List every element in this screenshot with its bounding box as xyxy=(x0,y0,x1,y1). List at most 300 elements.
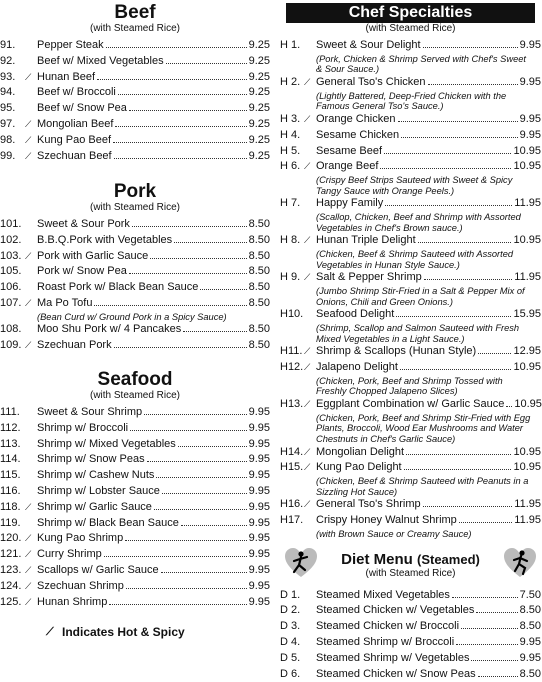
item-name: Shrimp w/ Cashew Nuts xyxy=(37,469,155,482)
dot-leader xyxy=(156,477,246,478)
hot-pepper-icon: ⟋ xyxy=(25,297,32,308)
item-price: 10.95 xyxy=(513,234,541,247)
menu-item xyxy=(280,497,541,513)
dot-leader xyxy=(461,628,518,629)
item-price: 9.25 xyxy=(248,102,270,115)
dot-leader xyxy=(144,414,246,415)
dot-leader xyxy=(478,353,511,354)
item-name: Moo Shu Pork w/ 4 Pancakes xyxy=(37,323,182,336)
dot-leader xyxy=(459,522,512,523)
menu-item xyxy=(0,338,270,354)
menu-item xyxy=(280,75,541,91)
seafood-list xyxy=(0,405,270,610)
diet-menu-header xyxy=(280,546,541,588)
item-number: 114. xyxy=(0,453,21,466)
dot-leader xyxy=(406,454,511,455)
item-name: B.B.Q.Pork with Vegetables xyxy=(37,233,173,246)
menu-item xyxy=(280,159,541,175)
item-price: 8.50 xyxy=(248,249,270,262)
item-price: 9.95 xyxy=(248,532,270,545)
item-number: H 7. xyxy=(280,197,301,210)
item-name: Steamed Shrimp w/ Vegetables xyxy=(316,651,470,664)
item-price: 9.95 xyxy=(248,421,270,434)
item-number: 106. xyxy=(0,281,22,294)
seafood-subtitle: (with Steamed Rice) xyxy=(89,390,181,401)
dot-leader xyxy=(113,142,247,143)
item-price: 9.95 xyxy=(248,548,270,561)
dot-leader xyxy=(404,469,512,470)
item-number: D 6. xyxy=(280,667,301,680)
item-price: 8.50 xyxy=(519,620,541,633)
item-number: 116. xyxy=(0,484,21,497)
item-number: 101. xyxy=(0,218,22,230)
heart-runner-icon xyxy=(284,548,318,578)
item-number: 95. xyxy=(0,102,16,115)
hot-pepper-icon: ⟋ xyxy=(304,76,311,87)
beef-subtitle: (with Steamed Rice) xyxy=(89,23,181,34)
item-number: 97. xyxy=(0,117,16,130)
seafood-section xyxy=(0,370,270,610)
item-name: Kung Pao Delight xyxy=(316,461,402,474)
dot-leader xyxy=(183,331,246,332)
item-number: D 5. xyxy=(280,651,301,664)
item-name: Steamed Mixed Vegetables xyxy=(316,588,450,601)
item-name: Pork with Garlic Sauce xyxy=(37,249,149,262)
menu-item xyxy=(280,112,541,128)
hot-pepper-icon: ⟋ xyxy=(304,462,311,473)
dot-leader xyxy=(132,226,247,227)
hot-pepper-icon: ⟋ xyxy=(304,399,311,410)
right-column xyxy=(280,0,541,682)
item-number: H 4. xyxy=(280,128,301,141)
item-price: 10.95 xyxy=(513,160,541,173)
item-name: Beef w/ Snow Pea xyxy=(37,102,127,115)
item-price: 8.50 xyxy=(519,604,541,617)
item-number: 107. xyxy=(0,296,22,309)
item-number: D 2. xyxy=(280,604,301,617)
item-price: 9.95 xyxy=(248,469,270,482)
dot-leader xyxy=(147,461,247,462)
menu-item xyxy=(280,196,541,212)
hot-pepper-icon: ⟋ xyxy=(25,340,32,351)
hot-pepper-icon: ⟋ xyxy=(304,346,311,357)
item-name: Sesame Beef xyxy=(316,144,383,157)
item-number: 92. xyxy=(0,54,16,67)
menu-item xyxy=(280,307,541,323)
item-name: Mongolian Beef xyxy=(37,117,114,130)
menu-item xyxy=(280,128,541,144)
dot-leader xyxy=(452,597,518,598)
dot-leader xyxy=(384,153,511,154)
menu-item xyxy=(280,460,541,476)
beef-section xyxy=(0,0,270,164)
item-price: 9.25 xyxy=(248,54,270,67)
item-price: 9.95 xyxy=(248,579,270,592)
item-description: (Scallop, Chicken, Beef and Shrimp with Assorted Vegetables in Chef's Brown sauce.) xyxy=(316,212,521,233)
item-name: Kung Pao Beef xyxy=(37,133,112,146)
item-number: 93. xyxy=(0,70,16,83)
menu-item xyxy=(280,344,541,360)
item-price: 8.50 xyxy=(248,323,270,336)
pork-section xyxy=(0,182,270,354)
menu-item xyxy=(0,70,270,86)
item-price: 8.50 xyxy=(519,667,541,680)
diet-subtitle: (with Steamed Rice) xyxy=(365,567,456,579)
hot-pepper-icon: ⟋ xyxy=(304,499,311,510)
item-name: Steamed Shrimp w/ Broccoli xyxy=(316,636,455,648)
menu-item xyxy=(0,563,270,579)
item-name: Kung Pao Shrimp xyxy=(37,532,124,545)
dot-leader xyxy=(126,588,247,589)
dot-leader xyxy=(174,242,246,243)
item-number: H 1. xyxy=(280,39,301,51)
menu-item xyxy=(0,547,270,563)
dot-leader xyxy=(109,604,246,605)
item-number: 111. xyxy=(0,406,20,418)
menu-item xyxy=(0,233,270,249)
dot-leader xyxy=(178,446,247,447)
item-number: 119. xyxy=(0,516,21,529)
menu-item xyxy=(0,133,270,149)
dot-leader xyxy=(114,158,247,159)
item-price: 8.50 xyxy=(248,281,270,294)
item-number: 123. xyxy=(0,563,22,576)
item-description: (Pork, Chicken & Shrimp Served with Chef's Sweet & Sour Sauce.) xyxy=(316,53,527,75)
dot-leader xyxy=(200,289,246,290)
item-name: Sweet & Sour Pork xyxy=(37,218,130,230)
item-number: 121. xyxy=(0,548,22,561)
dot-leader xyxy=(166,63,247,64)
menu-item xyxy=(280,38,541,54)
item-name: Curry Shrimp xyxy=(37,548,102,561)
dot-leader xyxy=(478,676,518,677)
item-name: Steamed Chicken w/ Vegetables xyxy=(316,604,475,617)
item-price: 9.25 xyxy=(248,133,270,146)
menu-item xyxy=(0,405,270,421)
item-number: H 9. xyxy=(280,271,301,284)
item-name: Steamed Chicken w/ Snow Peas xyxy=(316,667,476,680)
diet-menu-title xyxy=(280,546,541,568)
item-name: Orange Beef xyxy=(316,160,379,173)
hot-pepper-icon: ⟋ xyxy=(25,150,32,161)
item-name: Shrimp w/ Lobster Sauce xyxy=(37,484,160,497)
menu-item xyxy=(0,322,270,338)
item-price: 9.95 xyxy=(519,75,541,88)
hot-pepper-icon: ⟋ xyxy=(25,501,32,512)
item-name: Roast Pork w/ Black Bean Sauce xyxy=(37,281,199,294)
menu-item xyxy=(280,233,541,249)
hot-pepper-icon: ⟋ xyxy=(304,113,311,124)
dot-leader xyxy=(385,205,512,206)
menu-item xyxy=(280,635,541,651)
item-number: 113. xyxy=(0,437,21,450)
item-name: Shrimp w/ Garlic Sauce xyxy=(37,500,152,513)
item-name: Beef w/ Broccoli xyxy=(37,86,116,99)
item-name: Eggplant Combination w/ Garlic Sauce xyxy=(316,398,505,411)
menu-item xyxy=(0,280,270,296)
item-price: 9.95 xyxy=(519,128,541,141)
item-description: (Bean Curd w/ Ground Pork in a Spicy Sauce) xyxy=(37,311,227,322)
dot-leader xyxy=(424,279,513,280)
dot-leader xyxy=(400,369,512,370)
menu-item xyxy=(0,595,270,611)
pork-list xyxy=(0,217,270,354)
item-name: Crispy Honey Walnut Shrimp xyxy=(316,514,457,527)
item-number: H13. xyxy=(280,398,304,411)
item-name: Ma Po Tofu xyxy=(37,296,93,309)
item-name: Hunan Triple Delight xyxy=(316,234,416,247)
menu-item xyxy=(0,264,270,280)
menu-item xyxy=(0,484,270,500)
item-price: 11.95 xyxy=(514,271,541,284)
item-number: 91. xyxy=(0,39,16,51)
item-price: 11.95 xyxy=(514,197,541,210)
item-price: 9.95 xyxy=(248,406,270,418)
menu-item xyxy=(0,85,270,101)
item-price: 9.95 xyxy=(248,563,270,576)
item-price: 9.95 xyxy=(248,595,270,608)
item-number: H 5. xyxy=(280,144,301,157)
item-name: Szechuan Shrimp xyxy=(37,579,124,592)
item-price: 9.95 xyxy=(248,500,270,513)
chef-subtitle: (with Steamed Rice) xyxy=(365,23,456,34)
item-price: 10.95 xyxy=(513,445,541,458)
item-number: 94. xyxy=(0,86,16,99)
item-name: Pepper Steak xyxy=(37,39,104,51)
item-name: Mongolian Delight xyxy=(316,445,405,458)
hot-pepper-icon: ⟋ xyxy=(25,564,32,575)
item-number: H11. xyxy=(280,345,303,358)
dot-leader xyxy=(471,660,517,661)
item-price: 8.50 xyxy=(248,339,270,352)
item-description: (Chicken, Beef & Shrimp Sauteed with Assorted Vegetables in Hunan Style Sauce.) xyxy=(316,249,514,270)
hot-pepper-icon: ⟋ xyxy=(25,134,32,145)
item-number: 102. xyxy=(0,233,22,246)
item-number: H17. xyxy=(280,514,304,527)
menu-item xyxy=(280,144,541,160)
item-number: H 6. xyxy=(280,160,301,173)
dot-leader xyxy=(423,47,518,48)
dot-leader xyxy=(162,493,247,494)
item-name: Sweet & Sour Shrimp xyxy=(37,406,143,418)
dot-leader xyxy=(94,305,246,306)
item-number: 112. xyxy=(0,421,21,434)
item-number: 120. xyxy=(0,532,22,545)
menu-item xyxy=(280,619,541,635)
item-number: D 4. xyxy=(280,636,301,648)
menu-item xyxy=(0,500,270,516)
hot-pepper-icon: ⟋ xyxy=(304,362,311,373)
item-name: Pork w/ Snow Pea xyxy=(37,265,127,278)
hot-pepper-icon: ⟋ xyxy=(25,533,32,544)
menu-item xyxy=(0,117,270,133)
item-name: Sweet & Sour Delight xyxy=(316,39,421,51)
item-name: Salt & Pepper Shrimp xyxy=(316,271,422,284)
item-price: 9.95 xyxy=(519,39,541,51)
dot-leader xyxy=(104,556,247,557)
dot-leader xyxy=(154,509,247,510)
hot-pepper-icon: ⟋ xyxy=(25,596,32,607)
item-price: 9.95 xyxy=(248,484,270,497)
item-name: Seafood Delight xyxy=(316,308,395,321)
beef-title: Beef xyxy=(114,2,156,23)
item-number: 103. xyxy=(0,249,22,262)
item-price: 9.95 xyxy=(519,651,541,664)
dot-leader xyxy=(401,137,517,138)
hot-pepper-icon: ⟋ xyxy=(304,161,311,172)
item-price: 10.95 xyxy=(513,361,541,374)
item-number: H15. xyxy=(280,461,304,474)
dot-leader xyxy=(118,94,247,95)
dot-leader xyxy=(506,406,512,407)
item-name: Shrimp w/ Broccoli xyxy=(37,421,129,434)
menu-item xyxy=(280,360,541,376)
item-number: 105. xyxy=(0,265,22,278)
diet-list xyxy=(280,588,541,682)
item-price: 11.95 xyxy=(514,514,541,527)
seafood-title: Seafood xyxy=(97,369,173,390)
item-price: 9.25 xyxy=(248,70,270,83)
item-price: 12.95 xyxy=(513,345,541,358)
menu-item xyxy=(0,421,270,437)
menu-item xyxy=(280,603,541,619)
hot-spicy-legend xyxy=(46,625,185,639)
dot-leader xyxy=(396,316,511,317)
menu-item xyxy=(0,437,270,453)
item-price: 11.95 xyxy=(514,498,541,511)
item-number: 99. xyxy=(0,149,16,162)
item-description: (Chicken, Pork, Beef and Shrimp Stir-Fried with Egg Plants, Broccoli, Wood Ear Mushrooms and Water Chestnuts in Chef's Garlic Sauce) xyxy=(316,412,531,445)
menu-item xyxy=(280,651,541,667)
legend-text: Indicates Hot & Spicy xyxy=(62,625,185,639)
hot-pepper-icon: ⟋ xyxy=(25,118,32,129)
item-number: H14. xyxy=(280,445,304,458)
diet-title-suffix: (Steamed) xyxy=(416,551,480,567)
item-number: H12. xyxy=(280,361,304,374)
dot-leader xyxy=(428,84,518,85)
hot-pepper-icon: ⟋ xyxy=(46,625,54,638)
item-name: Scallops w/ Garlic Sauce xyxy=(37,563,159,576)
menu-item xyxy=(0,101,270,117)
item-name: Beef w/ Mixed Vegetables xyxy=(37,54,164,67)
item-number: H16. xyxy=(280,498,304,511)
hot-pepper-icon: ⟋ xyxy=(25,580,32,591)
item-description: (Crispy Beef Strips Sauteed with Sweet & Spicy Tangy Sauce with Orange Peels.) xyxy=(316,175,513,196)
menu-item xyxy=(0,149,270,165)
item-price: 10.95 xyxy=(514,398,542,411)
item-price: 7.50 xyxy=(519,588,541,601)
dot-leader xyxy=(423,506,513,507)
menu-item xyxy=(0,579,270,595)
menu-item xyxy=(0,249,270,265)
item-price: 9.25 xyxy=(248,149,270,162)
chef-list xyxy=(280,38,541,540)
menu-item xyxy=(280,270,541,286)
item-description: (Jumbo Shrimp Stir-Fried in a Salt & Pepper Mix of Onions, Chili and Green Onions.) xyxy=(316,286,525,307)
item-description: (Lightly Battered, Deep-Fried Chicken with the Famous General Tso's Sauce.) xyxy=(316,90,507,112)
item-price: 8.50 xyxy=(248,265,270,278)
menu-item xyxy=(0,452,270,468)
menu-item xyxy=(0,468,270,484)
dot-leader xyxy=(129,273,247,274)
item-number: 115. xyxy=(0,469,21,482)
item-price: 15.95 xyxy=(513,308,541,321)
item-price: 9.95 xyxy=(519,636,541,648)
dot-leader xyxy=(418,242,512,243)
hot-pepper-icon: ⟋ xyxy=(304,235,311,246)
item-name: Jalapeno Delight xyxy=(316,361,398,374)
item-number: D 3. xyxy=(280,620,301,633)
chef-specialties-title: Chef Specialties xyxy=(286,3,535,23)
dot-leader xyxy=(115,126,246,127)
menu-item xyxy=(280,445,541,461)
item-price: 9.95 xyxy=(248,437,270,450)
dot-leader xyxy=(181,525,247,526)
item-name: General Tso's Shrimp xyxy=(316,498,421,511)
hot-pepper-icon: ⟋ xyxy=(25,250,32,261)
item-name: Shrimp w/ Black Bean Sauce xyxy=(37,516,179,529)
pork-subtitle: (with Steamed Rice) xyxy=(89,202,181,213)
item-name: Szechuan Beef xyxy=(37,149,112,162)
item-number: 124. xyxy=(0,579,22,592)
menu-item xyxy=(0,296,270,312)
item-number: 98. xyxy=(0,133,16,146)
menu-item xyxy=(0,531,270,547)
dot-leader xyxy=(380,168,511,169)
pork-title: Pork xyxy=(113,181,157,202)
item-number: 125. xyxy=(0,595,22,608)
left-column xyxy=(0,0,270,608)
hot-pepper-icon: ⟋ xyxy=(304,446,311,457)
item-name: Orange Chicken xyxy=(316,112,396,125)
item-price: 9.25 xyxy=(248,86,270,99)
dot-leader xyxy=(161,572,247,573)
item-price: 9.95 xyxy=(519,112,541,125)
item-number: 108. xyxy=(0,323,22,336)
item-number: 118. xyxy=(0,500,21,513)
item-number: 109. xyxy=(0,339,22,352)
dot-leader xyxy=(129,110,247,111)
hot-pepper-icon: ⟋ xyxy=(25,549,32,560)
menu-item xyxy=(280,588,541,604)
dot-leader xyxy=(398,121,518,122)
menu-item xyxy=(0,516,270,532)
beef-list xyxy=(0,38,270,164)
diet-title-text: Diet Menu xyxy=(341,550,413,568)
dot-leader xyxy=(114,347,247,348)
item-price: 8.50 xyxy=(248,296,270,309)
menu-item xyxy=(280,513,541,529)
dot-leader xyxy=(106,47,247,48)
item-name: Hunan Beef xyxy=(37,70,96,83)
item-name: Shrimp & Scallops (Hunan Style) xyxy=(316,345,477,358)
item-price: 8.50 xyxy=(248,233,270,246)
heart-jogger-icon xyxy=(503,548,537,578)
hot-pepper-icon: ⟋ xyxy=(25,71,32,82)
item-name: Shrimp w/ Snow Peas xyxy=(37,453,145,466)
dot-leader xyxy=(97,79,246,80)
menu-item xyxy=(280,667,541,682)
item-description: (Shrimp, Scallop and Salmon Sauteed with Fresh Mixed Vegetables in a Light Sauce.) xyxy=(316,323,520,344)
item-description: (Chicken, Beef & Shrimp Sauteed with Peanuts in a Sizzling Hot Sauce) xyxy=(316,476,529,497)
item-price: 9.95 xyxy=(248,453,270,466)
item-price: 9.95 xyxy=(248,516,270,529)
item-name: Happy Family xyxy=(316,197,384,210)
menu-item xyxy=(280,397,541,413)
item-price: 10.95 xyxy=(513,461,541,474)
item-number: H10. xyxy=(280,308,304,321)
menu-item xyxy=(0,54,270,70)
